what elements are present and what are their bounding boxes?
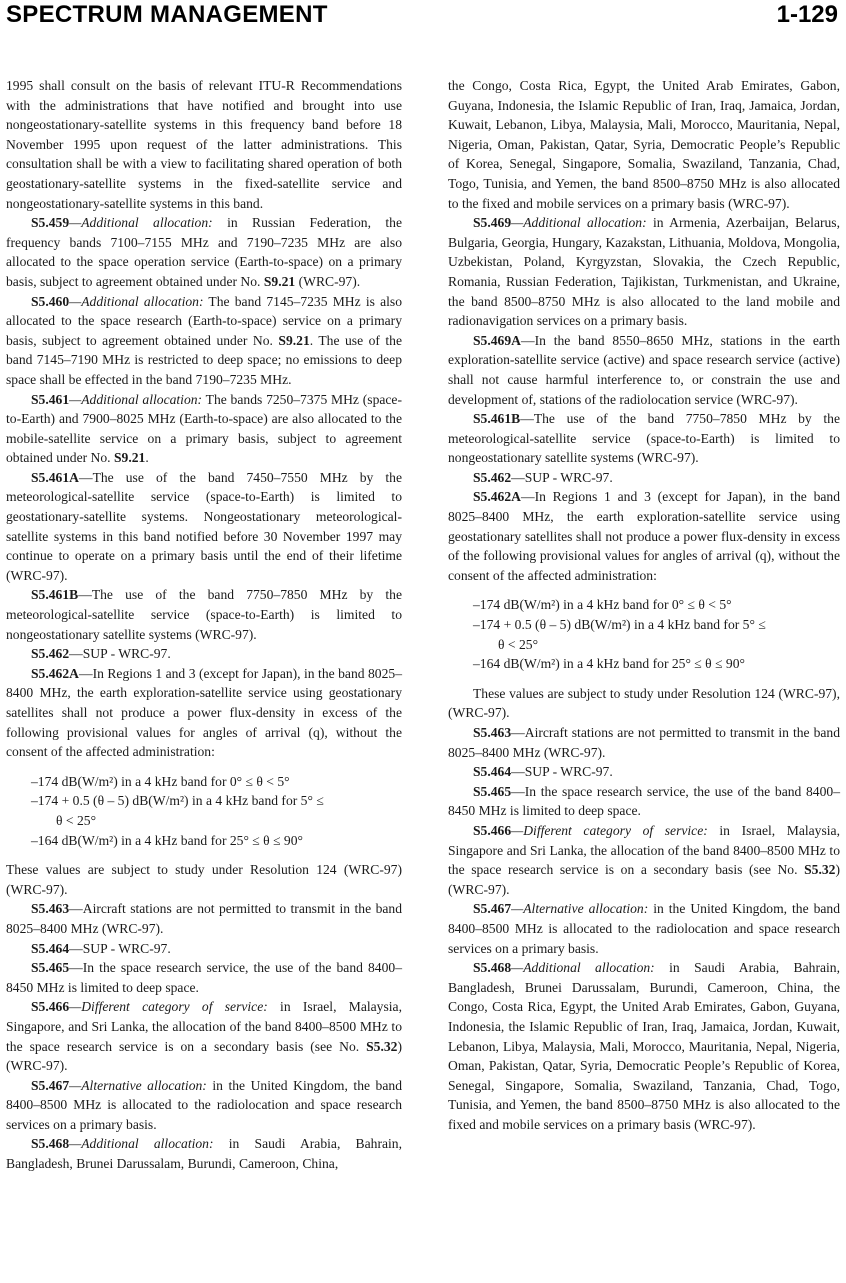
footnote-s5-469 [448, 213, 840, 331]
footnote-body: in the United Kingdom, the band 8400–8500 MHz is allocated to the radiolocation and space research services on a primary basis. [6, 1077, 402, 1132]
footnote-body: —SUP - WRC-97. [511, 764, 613, 780]
footnote-number: S5.462A [31, 665, 79, 681]
footnote-s5-462a [448, 487, 840, 585]
pfd-limits [473, 595, 840, 673]
footnote-s5-465 [6, 958, 402, 997]
footnote-number: S5.461B [473, 411, 521, 427]
pfd-limit-line: –174 dB(W/m²) in a 4 kHz band for 0° ≤ θ < 5° [31, 773, 290, 789]
footnote-s5-464 [448, 762, 840, 782]
footnote-s5-464 [6, 939, 402, 959]
pfd-limits [31, 772, 402, 850]
footnote-body: —SUP - WRC-97. [69, 646, 171, 662]
paragraph-continuation: the Congo, Costa Rica, Egypt, the United Arab Emirates, Gabon, Guyana, Indonesia, the Islamic Republic of Iran, Iraq, Jamaica, Jordan, Kuwait, Lebanon, Libya, Malaysia, Mali, Morocco, Mauritania, Nepal, Nigeria, Oman, Pakistan, Qatar, Syria, Democratic People’s Republic of Korea, Senegal, Singapore, Somalia, Swaziland, Tanzania, Chad, Togo, Tunisia, and Yemen, the band 8500–8750 MHz is also allocated to the fixed and mobile services on a primary basis (WRC-97). [448, 78, 840, 211]
section-title: SPECTRUM MANAGEMENT [6, 1, 328, 28]
footnote-number: S5.469 [473, 215, 512, 231]
footnote-reference: S9.21 [113, 450, 146, 466]
footnote-number: S5.462 [473, 469, 512, 485]
footnote-body: —Aircraft stations are not permitted to transmit in the band 8025–8400 MHz (WRC-97). [448, 725, 840, 760]
pfd-limit-line: θ < 25° [498, 636, 539, 652]
footnote-s5-461b [6, 585, 402, 644]
footnote-number: S5.465 [31, 960, 70, 976]
footnote-tail: (WRC-97). [295, 273, 361, 289]
footnote-title: —Alternative allocation: [69, 1077, 207, 1093]
footnote-title: —Additional allocation: [511, 215, 647, 231]
footnote-tail: . [145, 450, 149, 466]
footnote-s5-461b [448, 409, 840, 468]
footnote-s5-459 [6, 213, 402, 291]
footnote-s5-463 [6, 899, 402, 938]
pfd-limit-line: –174 dB(W/m²) in a 4 kHz band for 0° ≤ θ < 5° [473, 597, 732, 613]
footnote-body: in Saudi Arabia, Bahrain, Bangladesh, Brunei Darussalam, Burundi, Cameroon, China, [6, 1136, 402, 1172]
footnote-s5-463 [448, 723, 840, 762]
footnote-title: —Additional allocation: [511, 960, 655, 976]
right-column [448, 76, 840, 1134]
pfd-limit-line: –164 dB(W/m²) in a 4 kHz band for 25° ≤ θ ≤ 90° [31, 832, 303, 848]
pfd-limit-line: θ < 25° [56, 812, 97, 828]
footnote-s5-462a [6, 664, 402, 762]
footnote-number: S5.462A [473, 489, 521, 505]
running-header [0, 0, 846, 30]
pfd-limit-line: –174 + 0.5 (θ – 5) dB(W/m²) in a 4 kHz band for 5° ≤ [473, 617, 766, 633]
footnote-reference: S9.21 [263, 273, 296, 289]
pfd-limit-line: –174 + 0.5 (θ – 5) dB(W/m²) in a 4 kHz band for 5° ≤ [31, 793, 324, 809]
footnote-number: S5.460 [31, 293, 70, 309]
footnote-body: The band 7145–7235 MHz is also allocated to the space research (Earth-to-space) service on a primary basis, subject to agreement obtained under No. [6, 293, 402, 348]
paragraph: These values are subject to study under Resolution 124 (WRC-97), (WRC-97). [448, 685, 840, 721]
footnote-body: in Armenia, Azerbaijan, Belarus, Bulgaria, Georgia, Hungary, Kazakstan, Lithuania, Moldova, Mongolia, Uzbekistan, Poland, Kyrgyzstan, Slovakia, the Czech Republic, Romania, Russian Federation, Tajikistan, Turkmenistan, and Ukraine, the band 8500–8750 MHz is also allocated to the land mobile and radionavigation services on a primary basis. [448, 215, 840, 329]
footnote-body: The bands 7250–7375 MHz (space-to-Earth) and 7900–8025 MHz (Earth-to-space) are also allocated to the mobile-satellite service on a primary basis, subject to agreement obtained under No. [6, 391, 402, 466]
footnote-reference: S5.32 [804, 862, 836, 878]
footnote-number: S5.467 [31, 1077, 70, 1093]
footnote-number: S5.459 [31, 215, 70, 231]
footnote-body: —SUP - WRC-97. [69, 940, 171, 956]
footnote-title: —Additional allocation: [69, 293, 204, 309]
footnote-number: S5.463 [31, 901, 70, 917]
footnote-s5-468 [448, 958, 840, 1134]
footnote-body: —In the space research service, the use of the band 8400–8450 MHz is limited to deep space. [6, 960, 402, 995]
footnote-s5-462 [6, 644, 402, 664]
footnote-s5-466 [6, 997, 402, 1075]
footnote-tail: . The use of the band 7145–7190 MHz is restricted to deep space; no emissions to deep space shall be effected in the band 7190–7235 MHz. [6, 332, 402, 387]
footnote-s5-465 [448, 782, 840, 821]
footnote-body: in Saudi Arabia, Bahrain, Bangladesh, Brunei Darussalam, Burundi, Cameroon, China, the Congo, Costa Rica, Egypt, the United Arab Emirates, Gabon, Guyana, Indonesia, the Islamic Republic of Iran, Iraq, Jamaica, Jordan, Kuwait, Lebanon, Libya, Malaysia, Mali, Morocco, Mauritania, Nepal, Nigeria, Oman, Pakistan, Qatar, Syria, Democratic People’s Republic of Korea, Senegal, Singapore, Somalia, Swaziland, Tanzania, Chad, Togo, Tunisia, and Yemen, the band 8500–8750 MHz is also allocated to the fixed and mobile services on a primary basis (WRC-97). [448, 960, 840, 1132]
footnote-s5-461 [6, 390, 402, 468]
footnote-body: —Aircraft stations are not permitted to transmit in the band 8025–8400 MHz (WRC-97). [6, 901, 402, 936]
footnote-s5-468 [6, 1134, 402, 1173]
footnote-s5-462 [448, 468, 840, 488]
paragraph: These values are subject to study under Resolution 124 (WRC-97) (WRC-97). [6, 862, 402, 897]
footnote-s5-466 [448, 821, 840, 899]
footnote-number: S5.464 [473, 764, 512, 780]
footnote-number: S5.461 [31, 391, 70, 407]
footnote-body: —In Regions 1 and 3 (except for Japan), in the band 8025–8400 MHz, the earth exploration-satellite service using geostationary satellites shall not produce a power flux-density in excess of the following provisional values for angles of arrival (q), without the consent of the affected administration: [448, 489, 840, 583]
footnote-tail: ) (WRC-97). [448, 862, 840, 897]
pfd-limit-line: –164 dB(W/m²) in a 4 kHz band for 25° ≤ θ ≤ 90° [473, 656, 745, 672]
footnote-number: S5.464 [31, 940, 70, 956]
footnote-body: —The use of the band 7750–7850 MHz by the meteorological-satellite service (space-to-Earth) is limited to nongeostationary satellite systems (WRC-97). [6, 587, 402, 642]
left-column [6, 76, 402, 1174]
footnote-body: in the United Kingdom, the band 8400–8500 MHz is allocated to the radiolocation and space research services on a primary basis. [448, 901, 840, 956]
footnote-body: —In the space research service, the use of the band 8400–8450 MHz is limited to deep space. [448, 783, 840, 819]
footnote-number: S5.468 [31, 1136, 70, 1152]
footnote-body: —The use of the band 7450–7550 MHz by the meteorological-satellite service (space-to-Earth) is limited to geostationary-satellite systems. Nongeostationary meteorological-satellite systems in this band notified before 30 November 1997 may continue to operate on a primary basis until the end of their lifetime (WRC-97). [6, 469, 402, 583]
footnote-title: —Different category of service: [69, 999, 268, 1015]
footnote-body: —The use of the band 7750–7850 MHz by the meteorological-satellite service (space-to-Earth) is limited to nongeostationary satellite systems (WRC-97). [448, 411, 840, 466]
footnote-body: in Israel, Malaysia, Singapore, and Sri Lanka, the allocation of the band 8400–8500 MHz to the space research service is on a secondary basis (see No. [6, 999, 402, 1054]
page-number: 1-129 [776, 1, 838, 28]
footnote-reference: S9.21 [278, 332, 310, 348]
footnote-number: S5.468 [473, 960, 512, 976]
footnote-number: S5.461B [31, 587, 79, 603]
footnote-title: —Different category of service: [511, 822, 708, 838]
footnote-body: —In Regions 1 and 3 (except for Japan), in the band 8025–8400 MHz, the earth exploration-satellite service using geostationary satellites shall not produce a power flux-density in excess of the following provisional values for angles of arrival (q), without the consent of the affected administration: [6, 665, 402, 760]
footnote-title: —Alternative allocation: [511, 901, 649, 917]
footnote-title: —Additional allocation: [69, 1136, 214, 1152]
footnote-body: —SUP - WRC-97. [511, 469, 613, 485]
footnote-s5-467 [448, 899, 840, 958]
footnote-title: —Additional allocation: [69, 391, 203, 407]
footnote-number: S5.466 [31, 999, 70, 1015]
footnote-body: —In the band 8550–8650 MHz, stations in the earth exploration-satellite service (active) and space research service (active) shall not cause harmful interference to, or constrain the use and development of, stations of the radiolocation service (WRC-97). [448, 332, 840, 407]
footnote-number: S5.469A [473, 332, 521, 348]
footnote-s5-467 [6, 1076, 402, 1135]
footnote-tail: ) (WRC-97). [6, 1038, 402, 1074]
footnote-number: S5.466 [473, 822, 512, 838]
footnote-s5-461a [6, 468, 402, 586]
footnote-s5-469a [448, 331, 840, 409]
footnote-title: —Additional allocation: [69, 215, 213, 231]
footnote-number: S5.467 [473, 901, 512, 917]
footnote-body: in Russian Federation, the frequency bands 7100–7155 MHz and 7190–7235 MHz are also allocated to the space operation service (Earth-to-space) on a primary basis, subject to agreement obtained under No. [6, 215, 402, 289]
footnote-number: S5.465 [473, 783, 512, 799]
footnote-number: S5.461A [31, 469, 79, 485]
footnote-body: in Israel, Malaysia, Singapore and Sri Lanka, the allocation of the band 8400–8500 MHz to the space research service is on a secondary basis (see No. [448, 822, 840, 878]
footnote-number: S5.462 [31, 646, 70, 662]
paragraph-continuation: 1995 shall consult on the basis of relevant ITU-R Recommendations with the administrations that have notified and brought into use nongeostationary-satellite systems in this frequency band before 18 November 1995 upon request of the latter administrations. This consultation shall be with a view to facilitating shared operation of both geostationary-satellite systems in the fixed-satellite service and nongeostationary-satellite systems in this band. [6, 78, 402, 211]
footnote-reference: S5.32 [366, 1038, 398, 1054]
footnote-number: S5.463 [473, 725, 512, 740]
footnote-s5-460 [6, 292, 402, 390]
